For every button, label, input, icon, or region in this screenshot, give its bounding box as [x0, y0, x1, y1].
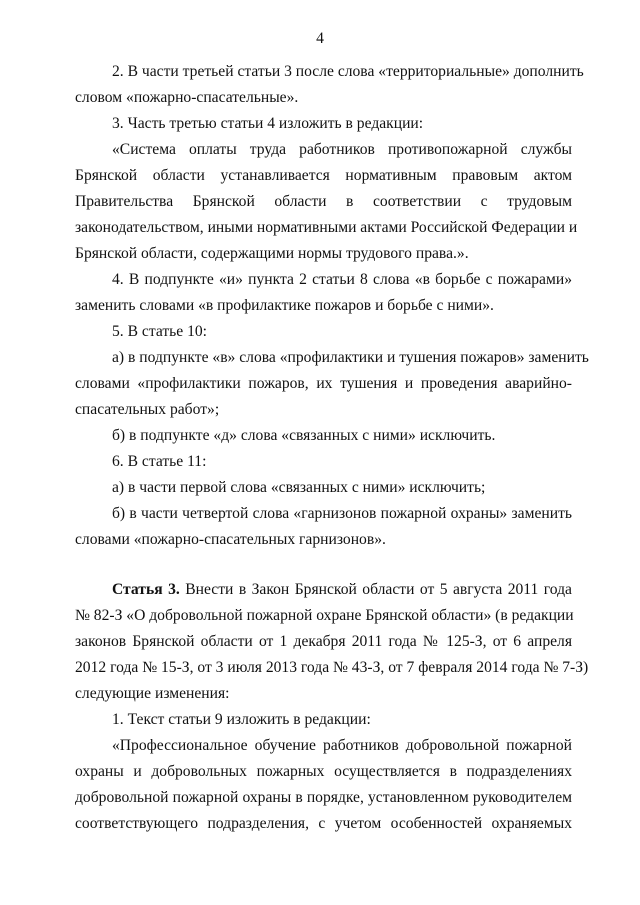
text-line: 6. В статье 11: — [112, 453, 207, 470]
text-line: Внести в Закон Брянской области от 5 августа 2011 года — [185, 581, 572, 598]
article-heading: Статья 3. — [112, 581, 180, 598]
text-line: а) в подпункте «в» слова «профилактики и тушения пожаров» заменить — [112, 349, 589, 366]
text-line: 1. Текст статьи 9 изложить в редакции: — [112, 711, 371, 728]
text-line: «Система оплаты труда работников противопожарной службы — [112, 141, 572, 158]
text-line: охраны и добровольных пожарных осуществляется в подразделениях — [75, 763, 572, 780]
text-line: «Профессиональное обучение работников добровольной пожарной — [112, 737, 572, 754]
text-line: Брянской области, содержащими нормы трудового права.». — [75, 245, 469, 262]
text-line: спасательных работ»; — [75, 401, 220, 418]
text-line: б) в подпункте «д» слова «связанных с ними» исключить. — [112, 427, 496, 444]
text-line: соответствующего подразделения, с учетом особенностей охраняемых — [75, 815, 572, 832]
text-line: 3. Часть третью статьи 4 изложить в редакции: — [112, 115, 424, 132]
text-line: 4. В подпункте «и» пункта 2 статьи 8 слова «в борьбе с пожарами» — [112, 271, 572, 288]
text-line: 2012 года № 15-З, от 3 июля 2013 года № 43-З, от 7 февраля 2014 года № 7-З) — [75, 659, 589, 676]
text-line: словом «пожарно-спасательные». — [75, 89, 299, 106]
text-line: Брянской области устанавливается нормативным правовым актом — [75, 167, 572, 184]
text-line: законодательством, иными нормативными актами Российской Федерации и — [75, 219, 578, 236]
text-line: законов Брянской области от 1 декабря 2011 года № 125-З, от 6 апреля — [75, 633, 572, 650]
text-line: добровольной пожарной охраны в порядке, установленном руководителем — [75, 789, 572, 806]
text-line: 5. В статье 10: — [112, 323, 208, 340]
text-line: словами «профилактики пожаров, их тушения и проведения аварийно- — [75, 375, 572, 392]
text-line: Правительства Брянской области в соответствии с трудовым — [75, 193, 572, 210]
text-line: заменить словами «в профилактике пожаров и борьбе с ними». — [75, 297, 494, 314]
text-line: следующие изменения: — [75, 685, 230, 702]
article-3-intro-line — [112, 577, 572, 603]
page-number: 4 — [316, 30, 324, 47]
text-line: 2. В части третьей статьи 3 после слова «территориальные» дополнить — [112, 63, 584, 80]
text-line: № 82-З «О добровольной пожарной охране Брянской области» (в редакции — [75, 607, 574, 624]
text-line: а) в части первой слова «связанных с ними» исключить; — [112, 479, 486, 496]
text-line: б) в части четвертой слова «гарнизонов пожарной охраны» заменить — [112, 505, 572, 522]
text-line: словами «пожарно-спасательных гарнизонов». — [75, 531, 386, 548]
